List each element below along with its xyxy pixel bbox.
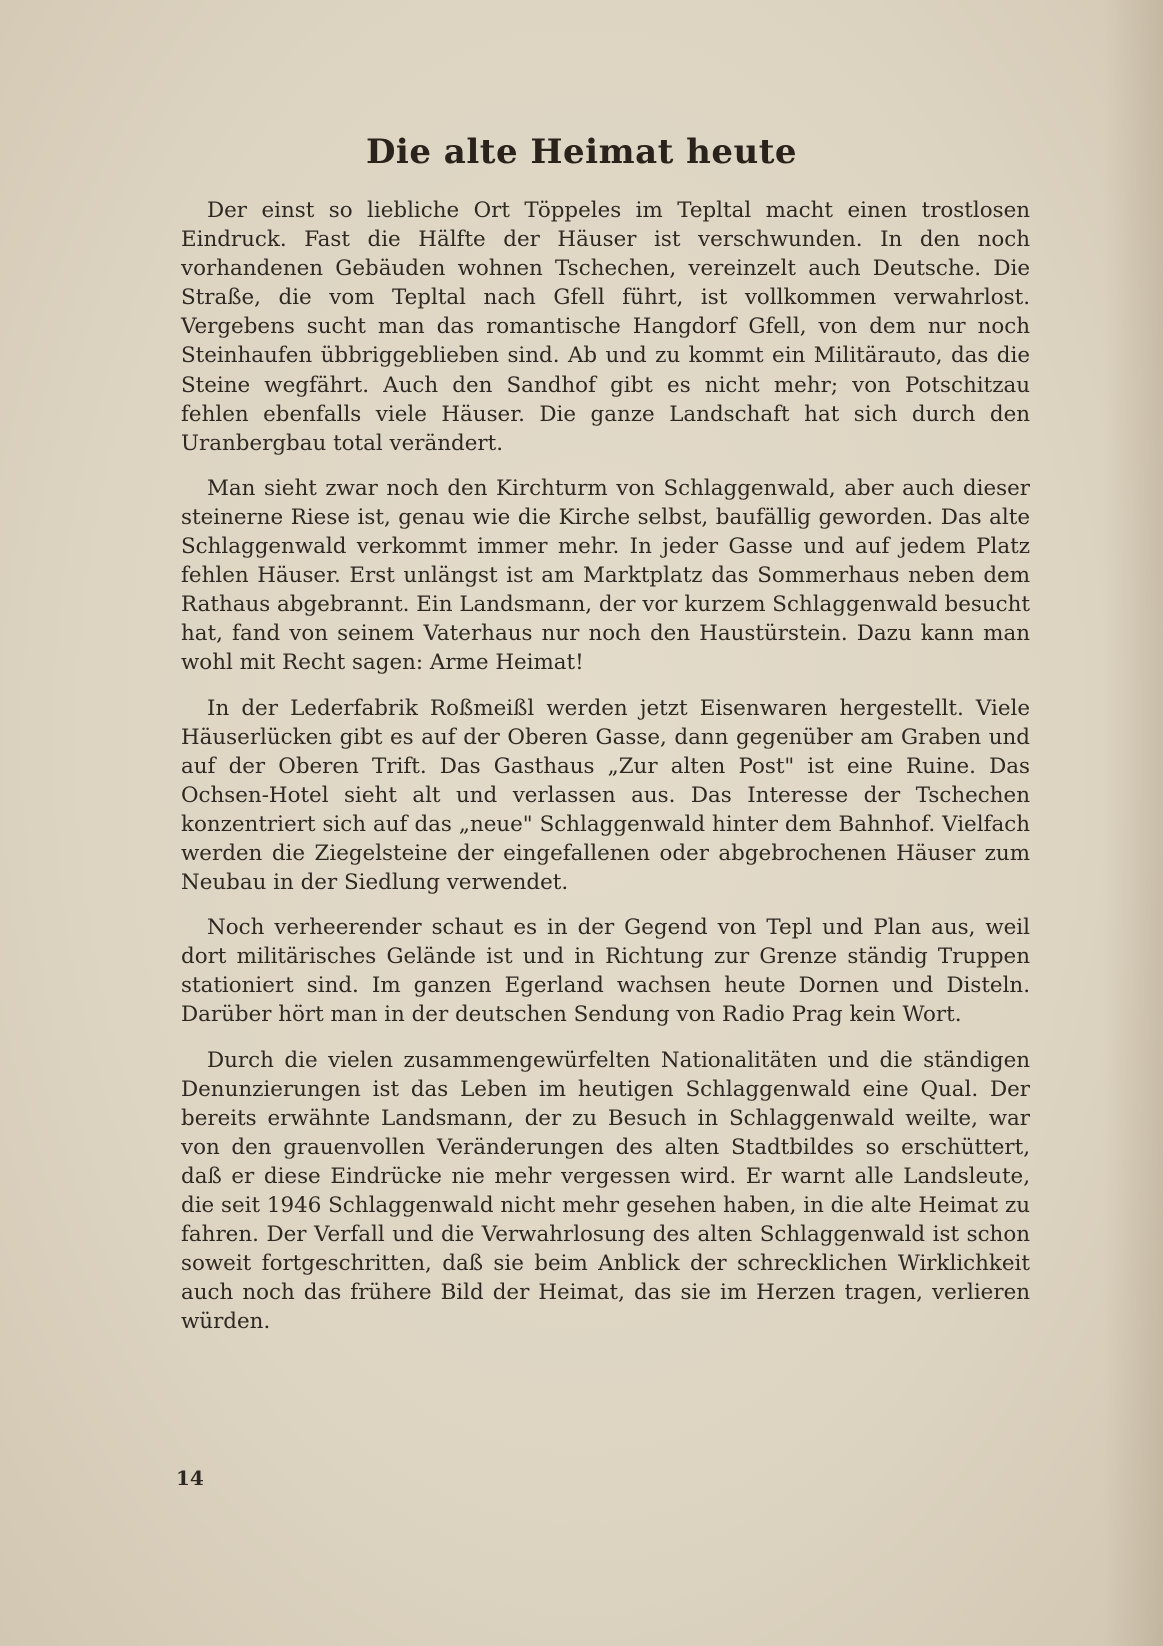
paragraph-4: Noch verheerender schaut es in der Gegend von Tepl und Plan aus, weil dort militärisches Gelände ist und in Richtung zur Grenze ständig Truppen stationiert sind. Im ganzen Egerland wachsen heute Dornen und Disteln. Darüber hört man in der deutschen Sendung von Radio Prag kein Wort. [181, 915, 1030, 1028]
page-title: Die alte Heimat heute [365, 132, 798, 172]
paragraph-3: In der Lederfabrik Roßmeißl werden jetzt Eisenwaren hergestellt. Viele Häuserlücken gibt es auf der Oberen Gasse, dann gegenüber am Graben und auf der Oberen Trift. Das Gasthaus „Zur alten Post" ist eine Ruine. Das Ochsen-Hotel sieht alt und verlassen aus. Das Interesse der Tschechen konzentriert sich auf das „neue" Schlaggenwald hinter dem Bahnhof. Vielfach werden die Ziegelsteine der eingefallenen oder abgebrochenen Häuser zum Neubau in der Siedlung verwendet. [181, 695, 1030, 896]
article-body [181, 196, 1030, 1352]
paragraph-5: Durch die vielen zusammengewürfelten Nationalitäten und die ständigen Denunzierungen ist das Leben im heutigen Schlaggenwald eine Qual. Der bereits erwähnte Landsmann, der zu Besuch in Schlaggenwald weilte, war von den grauenvollen Veränderungen des alten Stadtbildes so erschüttert, daß er diese Eindrücke nie mehr vergessen wird. Er warnt alle Landsleute, die seit 1946 Schlaggenwald nicht mehr gesehen haben, in die alte Heimat zu fahren. Der Verfall und die Verwahrlosung des alten Schlaggenwald ist schon soweit fortgeschritten, daß sie beim Anblick der schrecklichen Wirklichkeit auch noch das frühere Bild der Heimat, das sie im Herzen tragen, verlieren würden. [181, 1047, 1030, 1335]
paragraph-2: Man sieht zwar noch den Kirchturm von Schlaggenwald, aber auch dieser steinerne Riese ist, genau wie die Kirche selbst, baufällig geworden. Das alte Schlaggenwald verkommt immer mehr. In jeder Gasse und auf jedem Platz fehlen Häuser. Erst unlängst ist am Marktplatz das Sommerhaus neben dem Rathaus abgebrannt. Ein Landsmann, der vor kurzem Schlaggenwald besucht hat, fand von seinem Vaterhaus nur noch den Haustürstein. Dazu kann man wohl mit Recht sagen: Arme Heimat! [181, 475, 1030, 676]
page-number: 14 [176, 1466, 204, 1490]
paragraph-1: Der einst so liebliche Ort Töppeles im Tepltal macht einen trostlosen Eindruck. Fast die Hälfte der Häuser ist verschwunden. In den noch vorhandenen Gebäuden wohnen Tschechen, vereinzelt auch Deutsche. Die Straße, die vom Tepltal nach Gfell führt, ist vollkommen verwahrlost. Vergebens sucht man das romantische Hangdorf Gfell, von dem nur noch Steinhaufen übbriggeblieben sind. Ab und zu kommt ein Militärauto, das die Steine wegfährt. Auch den Sandhof gibt es nicht mehr; von Potschitzau fehlen ebenfalls viele Häuser. Die ganze Landschaft hat sich durch den Uranbergbau total verändert. [181, 198, 1030, 456]
